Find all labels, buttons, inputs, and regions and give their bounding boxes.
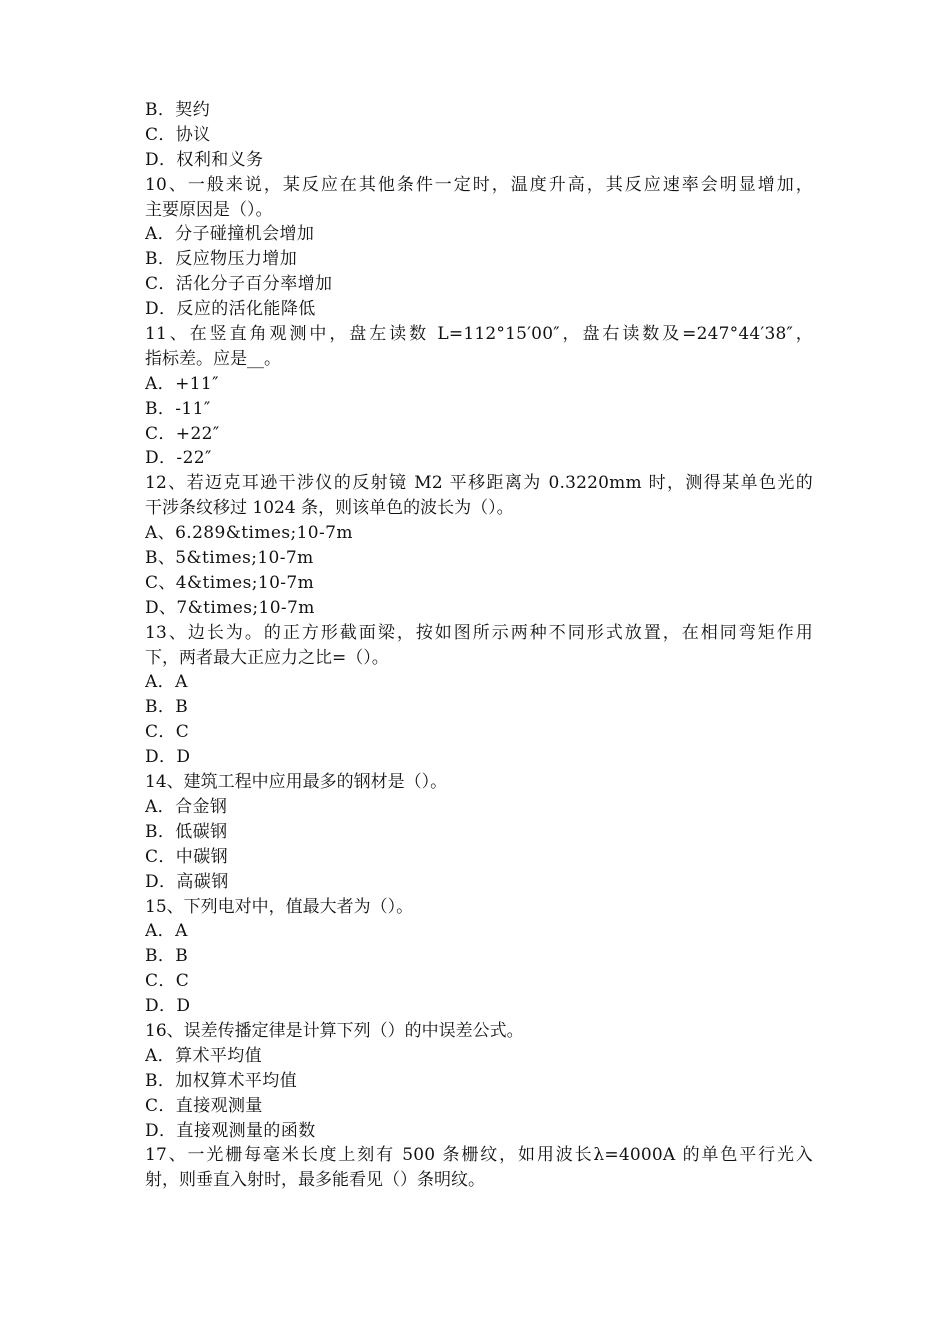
answer-option: A．A [145, 921, 188, 942]
answer-option: C．活化分子百分率增加 [145, 274, 333, 295]
answer-option: A．分子碰撞机会增加 [145, 224, 315, 245]
answer-option: B、5&times;10-7m [145, 548, 314, 569]
question-text-line: 17、一光栅每毫米长度上刻有 500 条栅纹，如用波长λ=4000A 的单色平行光入 [145, 1145, 813, 1166]
exam-text-body [145, 98, 813, 1193]
question-text-line: 指标差。应是__。 [145, 348, 281, 369]
answer-option: C、4&times;10-7m [145, 572, 315, 593]
answer-option: B．-11″ [145, 398, 211, 419]
answer-option: D．高碳钢 [145, 871, 229, 892]
question-text-line: 10、一般来说，某反应在其他条件一定时，温度升高，其反应速率会明显增加， [145, 174, 813, 195]
answer-option: A．+11″ [145, 373, 219, 394]
answer-option: C．中碳钢 [145, 846, 229, 867]
answer-option: C．直接观测量 [145, 1095, 263, 1116]
answer-option: D．反应的活化能降低 [145, 299, 316, 320]
question-text-line: 11、在竖直角观测中，盘左读数 L=112°15′00″，盘右读数及=247°44′38″， [145, 324, 813, 345]
question-text-line: 13、边长为。的正方形截面梁，按如图所示两种不同形式放置，在相同弯矩作用 [145, 622, 813, 643]
answer-option: B．加权算术平均值 [145, 1070, 298, 1091]
answer-option: C．+22″ [145, 423, 220, 444]
answer-option: D．权利和义务 [145, 149, 264, 170]
answer-option: A．A [145, 672, 188, 693]
answer-option: B．低碳钢 [145, 821, 228, 842]
question-text-line: 16、误差传播定律是计算下列（）的中误差公式。 [145, 1020, 524, 1041]
question-text-line: 干涉条纹移过 1024 条，则该单色的波长为（）。 [145, 498, 514, 519]
answer-option: B．契约 [145, 100, 211, 120]
answer-option: C．协议 [145, 124, 211, 145]
question-text-line: 下，两者最大正应力之比=（）。 [145, 647, 389, 668]
answer-option: A．算术平均值 [145, 1045, 263, 1066]
question-text-line: 15、下列电对中，值最大者为（）。 [145, 896, 414, 917]
question-text-line: 主要原因是（）。 [145, 199, 273, 220]
answer-option: B．反应物压力增加 [145, 249, 298, 270]
answer-option: A．合金钢 [145, 796, 228, 817]
answer-option: B．B [145, 946, 189, 967]
answer-option: C．C [145, 971, 190, 992]
answer-option: A、6.289&times;10-7m [145, 523, 353, 544]
answer-option: D．D [145, 747, 191, 768]
answer-option: D．直接观测量的函数 [145, 1120, 316, 1141]
question-text-line: 14、建筑工程中应用最多的钢材是（）。 [145, 772, 448, 793]
answer-option: B．B [145, 697, 189, 718]
answer-option: D．-22″ [145, 448, 212, 469]
answer-option: D、7&times;10-7m [145, 597, 315, 618]
answer-option: C．C [145, 722, 190, 743]
question-text-line: 射，则垂直入射时，最多能看见（）条明纹。 [145, 1170, 485, 1191]
answer-option: D．D [145, 996, 191, 1017]
question-text-line: 12、若迈克耳逊干涉仪的反射镜 M2 平移距离为 0.3220mm 时，测得某单色光的 [145, 473, 813, 494]
